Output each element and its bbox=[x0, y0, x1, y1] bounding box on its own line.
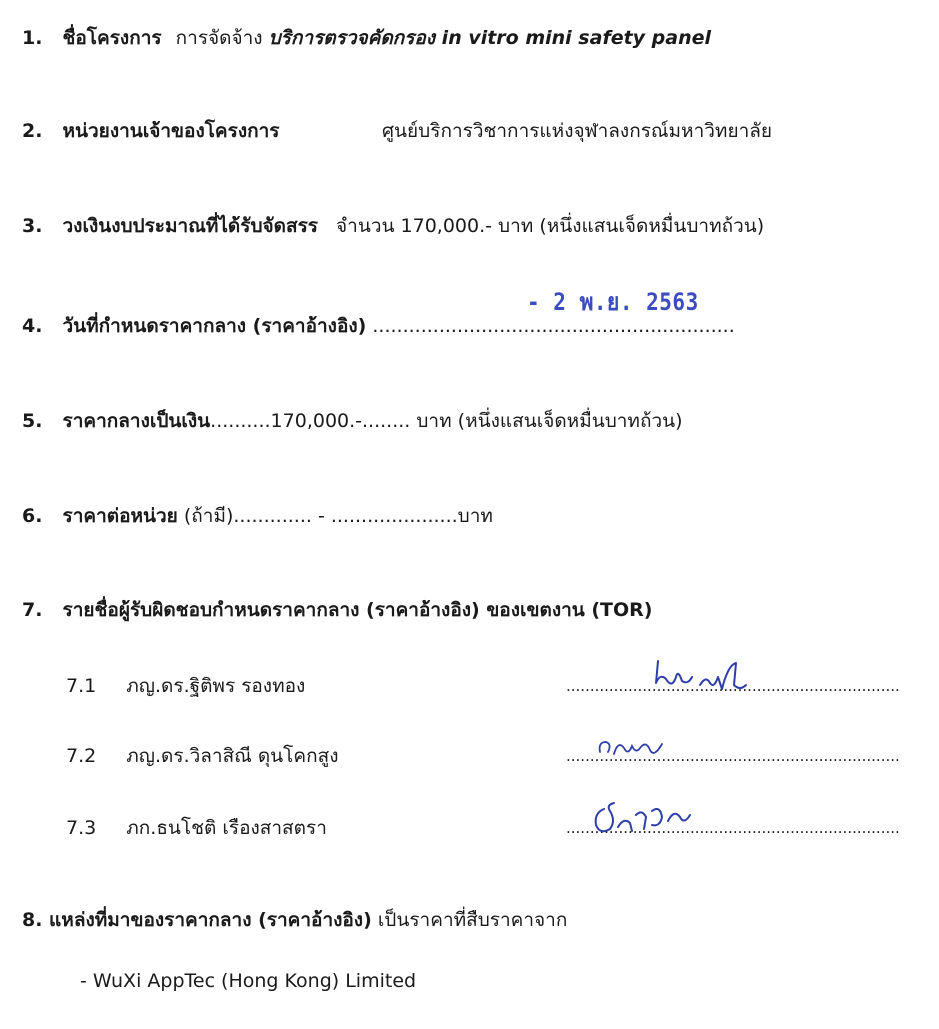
dotted-fill: ............................................................ bbox=[372, 315, 735, 337]
signature-3 bbox=[590, 795, 700, 841]
item-label: ชื่อโครงการ bbox=[62, 27, 162, 49]
item-4 bbox=[22, 313, 735, 339]
item-label: วงเงินงบประมาณที่ได้รับจัดสรร bbox=[62, 215, 318, 237]
item-6 bbox=[22, 503, 493, 529]
person-number: 7.1 bbox=[66, 675, 97, 697]
item-number: 1. bbox=[22, 27, 43, 49]
item-label: ราคากลางเป็นเงิน bbox=[62, 410, 211, 432]
signature-1 bbox=[648, 655, 758, 697]
item-label: ราคาต่อหน่วย bbox=[62, 505, 178, 527]
date-stamp: - 2 พ.ย. 2563 bbox=[527, 288, 699, 316]
signature-2 bbox=[594, 730, 674, 764]
item-number: 6. bbox=[22, 505, 43, 527]
unit-price-text: (ถ้ามี)............. - .....................บาท bbox=[183, 505, 493, 527]
item-number: 4. bbox=[22, 315, 43, 337]
price-source: - WuXi AppTec (Hong Kong) Limited bbox=[80, 970, 417, 992]
item-2 bbox=[22, 118, 280, 144]
signature-line: ...................................................................... bbox=[566, 747, 900, 765]
item-number: 2. bbox=[22, 120, 43, 142]
item-5 bbox=[22, 408, 683, 434]
signature-line: ...................................................................... bbox=[566, 819, 900, 837]
item-label: วันที่กำหนดราคากลาง (ราคาอ้างอิง) bbox=[62, 315, 367, 337]
item-number: 3. bbox=[22, 215, 43, 237]
person-number: 7.3 bbox=[66, 817, 97, 839]
item-label: หน่วยงานเจ้าของโครงการ bbox=[62, 120, 280, 142]
person-row bbox=[66, 815, 327, 841]
project-name: บริการตรวจคัดกรอง in vitro mini safety panel bbox=[268, 27, 712, 49]
item-7 bbox=[22, 597, 652, 623]
person-name: ภก.ธนโชติ เรืองสาสตรา bbox=[126, 817, 327, 839]
item-3 bbox=[22, 213, 764, 239]
price-text: ..........170,000.-........ บาท (หนึ่งแสนเจ็ดหมื่นบาทถ้วน) bbox=[210, 410, 683, 432]
item-number: 5. bbox=[22, 410, 43, 432]
item-label: รายชื่อผู้รับผิดชอบกำหนดราคากลาง (ราคาอ้างอิง) ของเขตงาน (TOR) bbox=[62, 599, 653, 621]
budget-text: จำนวน 170,000.- บาท (หนึ่งแสนเจ็ดหมื่นบาทถ้วน) bbox=[336, 215, 765, 237]
person-row bbox=[66, 743, 338, 769]
item-text: การจัดจ้าง bbox=[175, 27, 263, 49]
person-name: ภญ.ดร.วิลาสิณี ดุนโคกสูง bbox=[126, 745, 339, 767]
person-name: ภญ.ดร.ฐิติพร รองทอง bbox=[126, 675, 306, 697]
person-number: 7.2 bbox=[66, 745, 97, 767]
item-1 bbox=[22, 25, 711, 51]
agency-name: ศูนย์บริการวิชาการแห่งจุฬาลงกรณ์มหาวิทยาลัย bbox=[382, 120, 773, 142]
signature-line: ...................................................................... bbox=[566, 677, 900, 695]
item-8 bbox=[22, 907, 567, 933]
item-text: เป็นราคาที่สืบราคาจาก bbox=[377, 909, 568, 931]
item-label: 8. แหล่งที่มาของราคากลาง (ราคาอ้างอิง) bbox=[22, 909, 372, 931]
person-row bbox=[66, 673, 305, 699]
item-number: 7. bbox=[22, 599, 43, 621]
